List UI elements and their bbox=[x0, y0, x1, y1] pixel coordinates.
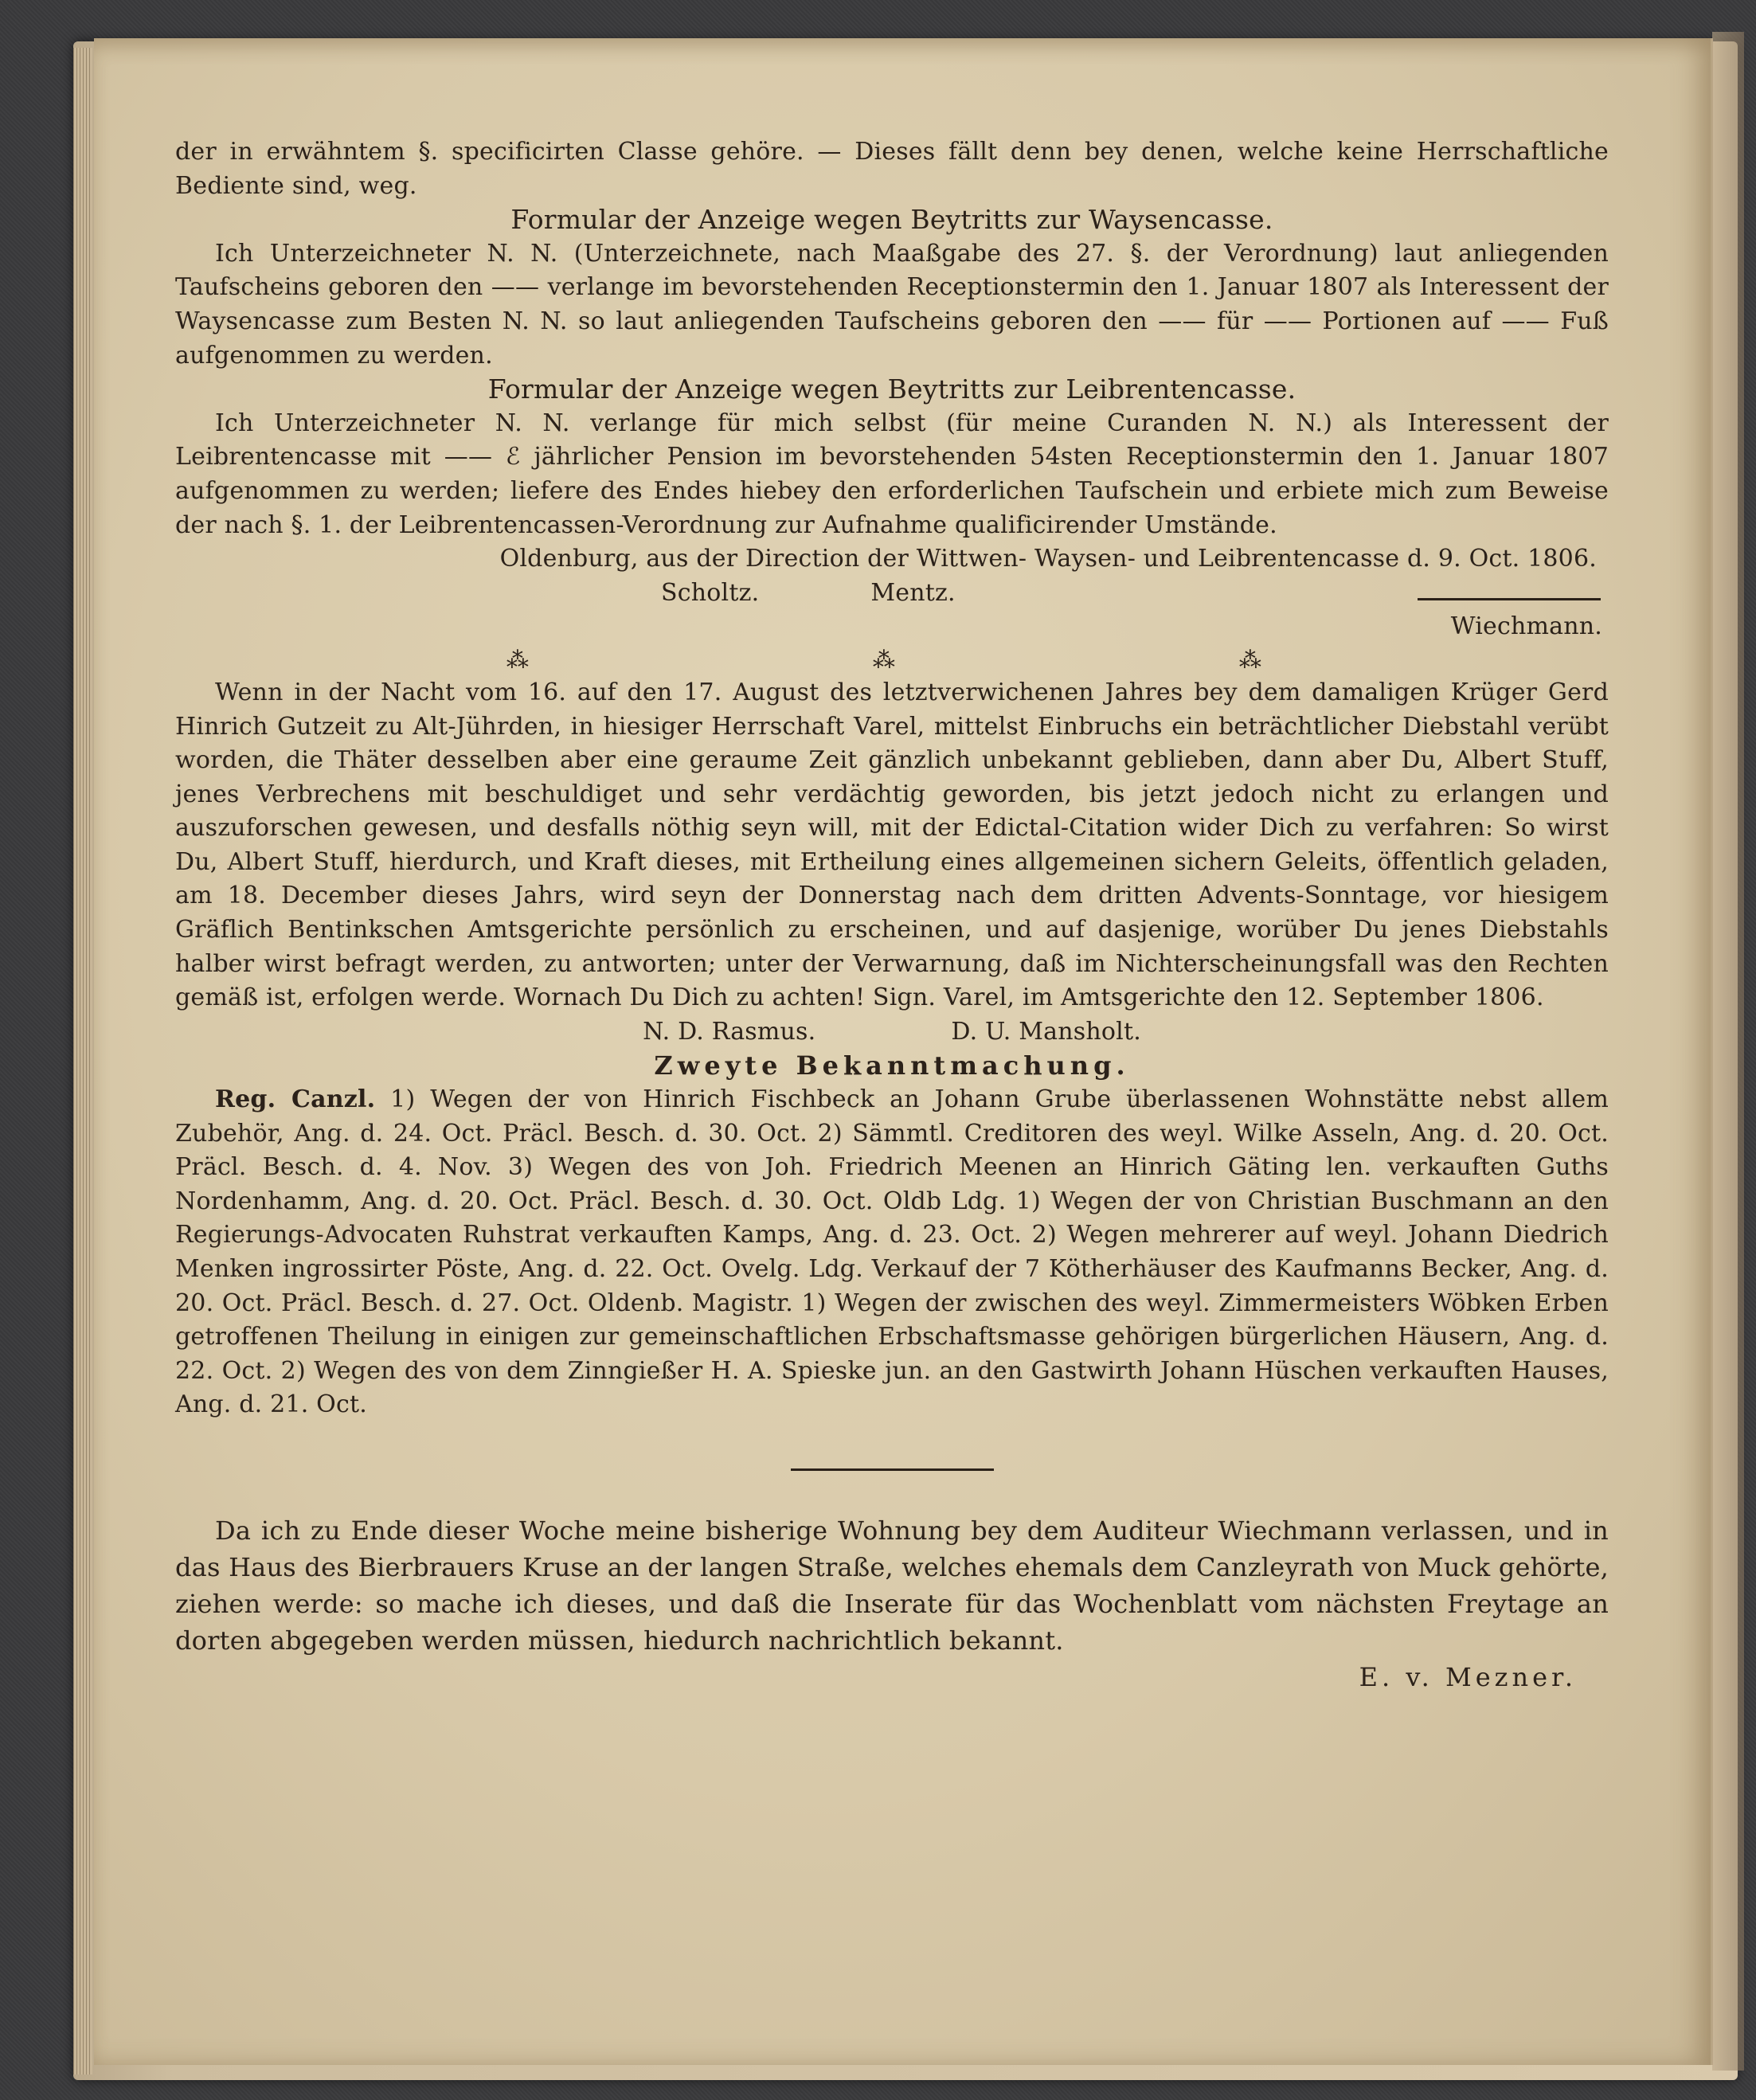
signature-wiechmann: Wiechmann. bbox=[1450, 612, 1602, 641]
dateline-oldenburg: Oldenburg, aus der Direction der Wittwen- Waysen- und Leibrentencasse d. 9. Oct. 1806. bbox=[499, 545, 1597, 573]
signature-row-2 bbox=[175, 1015, 1609, 1050]
heading-waysencasse-form: Formular der Anzeige wegen Beytritts zur Waysencasse. bbox=[510, 204, 1273, 236]
court-notices-text: 1) Wegen der von Hinrich Fischbeck an Johann Grube überlassenen Wohnstätte nebst allem Zubehör, Ang. d. 24. Oct. Präcl. Besch. d. 30. Oct. 2) Sämmtl. Creditoren des weyl. Wilke Asseln, Ang. d. 20. Oct. Präcl. Besch. d. 4. Nov. 3) Wegen des von Joh. Friedrich Meenen an Hinrich Gäting len. verkauften Guths Nordenhamm, Ang. d. 20. Oct. Präcl. Besch. d. 30. Oct. Oldb Ldg. 1) Wegen der von Christian Buschmann an den Regierungs-Advocaten Ruhstrat verkauften Kamps, Ang. d. 23. Oct. 2) Wegen mehrerer auf weyl. Johann Diedrich Menken ingrossirter Pöste, Ang. d. 22. Oct. Ovelg. Ldg. Verkauf der 7 Kötherhäuser des Kaufmanns Becker, Ang. d. 20. Oct. Präcl. Besch. d. 27. Oct. Oldenb. Magistr. 1) Wegen der zwischen des weyl. Zimmermeisters Wöbken Erben getroffenen Theilung in einigen zur gemeinschaftlichen Erbschaftsmasse gehörigen bürgerlichen Häusern, Ang. d. 22. Oct. 2) Wegen des von dem Zinngießer H. A. Spieske jun. an den Gastwirth Johann Hüschen verkauften Hauses, Ang. d. 21. Oct. bbox=[175, 1085, 1609, 1419]
signature-mentz: Mentz. bbox=[870, 578, 956, 607]
asterism-right: ⁂ bbox=[1238, 646, 1262, 673]
signature-row-1 bbox=[175, 577, 1609, 611]
page-edges bbox=[73, 48, 92, 2075]
signature-rasmus: N. D. Rasmus. bbox=[643, 1017, 816, 1046]
asterism-left: ⁂ bbox=[506, 646, 530, 673]
paragraph-continuation: der in erwähntem §. specificirten Classe gehöre. — Dieses fällt denn bey denen, welche keine Herrschaftliche Bediente sind, weg. bbox=[175, 138, 1609, 200]
lead-reg-canzl: Reg. Canzl. bbox=[215, 1085, 376, 1114]
heading-zweyte-bekanntmachung: Zweyte Bekanntmachung. bbox=[654, 1050, 1130, 1081]
paragraph-leibrentencasse-form: Ich Unterzeichneter N. N. verlange für mich selbst (für meine Curanden N. N.) als Interessent der Leibrentencasse mit —— ℰ jährlicher Pension im bevorstehenden 54sten Receptionstermin den 1. Januar 1807 aufgenommen zu werden; liefere des Endes hiebey den erforderlichen Taufschein und erbiete mich zum Beweise der nach §. 1. der Leibrentencassen-Verordnung zur Aufnahme qualificirender Umstände. bbox=[175, 409, 1609, 539]
page-gutter bbox=[1712, 32, 1744, 2071]
paragraph-court-notices bbox=[175, 1083, 1609, 1422]
paragraph-waysencasse-form: Ich Unterzeichneter N. N. (Unterzeichnete, nach Maaßgabe des 27. §. der Verordnung) laut anliegenden Taufscheins geboren den —— verlange im bevorstehenden Receptionstermin den 1. Januar 1807 als Interessent der Waysencasse zum Besten N. N. so laut anliegenden Taufscheins geboren den —— für —— Portionen auf —— Fuß aufgenommen zu werden. bbox=[175, 239, 1609, 370]
paragraph-edictal-citation: Wenn in der Nacht vom 16. auf den 17. August des letztverwichenen Jahres bey dem damaligen Krüger Gerd Hinrich Gutzeit zu Alt-Jührden, in hiesiger Herrschaft Varel, mittelst Einbruchs ein beträchtlicher Diebstahl verübt worden, die Thäter desselben aber eine geraume Zeit gänzlich unbekannt geblieben, dann aber Du, Albert Stuff, jenes Verbrechens mit beschuldiget und sehr verdächtig geworden, bis jetzt jedoch nicht zu erlangen und auszuforschen gewesen, und desfalls nöthig seyn will, mit der Edictal-Citation wider Dich zu verfahren: So wirst Du, Albert Stuff, hierdurch, und Kraft dieses, mit Ertheilung eines allgemeinen sichern Geleits, öffentlich geladen, am 18. December dieses Jahrs, wird seyn der Donnerstag nach dem dritten Advents-Sonntage, vor hiesigem Gräflich Bentinkschen Amtsgerichte persönlich zu erscheinen, und auf dasjenige, worüber Du jenes Diebstahls halber wirst befragt werden, zu antworten; unter der Verwarnung, daß im Nichterscheinungsfall was den Rechten gemäß ist, erfolgen werde. Wornach Du Dich zu achten! Sign. Varel, im Amtsgerichte den 12. September 1806. bbox=[175, 678, 1609, 1012]
signature-rule bbox=[1418, 598, 1601, 600]
heading-leibrentencasse-form: Formular der Anzeige wegen Beytritts zur Leibrentencasse. bbox=[487, 373, 1296, 405]
horizontal-rule bbox=[791, 1468, 994, 1471]
section-divider-stars bbox=[175, 644, 1609, 676]
signature-mansholt: D. U. Mansholt. bbox=[951, 1017, 1141, 1046]
paragraph-change-of-address: Da ich zu Ende dieser Woche meine bisherige Wohnung bey dem Auditeur Wiechmann verlassen, und in das Haus des Bierbrauers Kruse an der langen Straße, welches ehemals dem Canzleyrath von Muck gehörte, ziehen werde: so mache ich dieses, und daß die Inserate für das Wochenblatt vom nächsten Freytage an dorten abgegeben werden müssen, hiedurch nachrichtlich bekannt. bbox=[175, 1515, 1609, 1656]
asterism-center: ⁂ bbox=[872, 646, 896, 673]
final-signature-row bbox=[175, 1659, 1609, 1695]
signature-mezner: E. v. Mezner. bbox=[1359, 1661, 1577, 1692]
signature-scholtz: Scholtz. bbox=[661, 578, 760, 607]
page-text bbox=[175, 135, 1609, 1695]
